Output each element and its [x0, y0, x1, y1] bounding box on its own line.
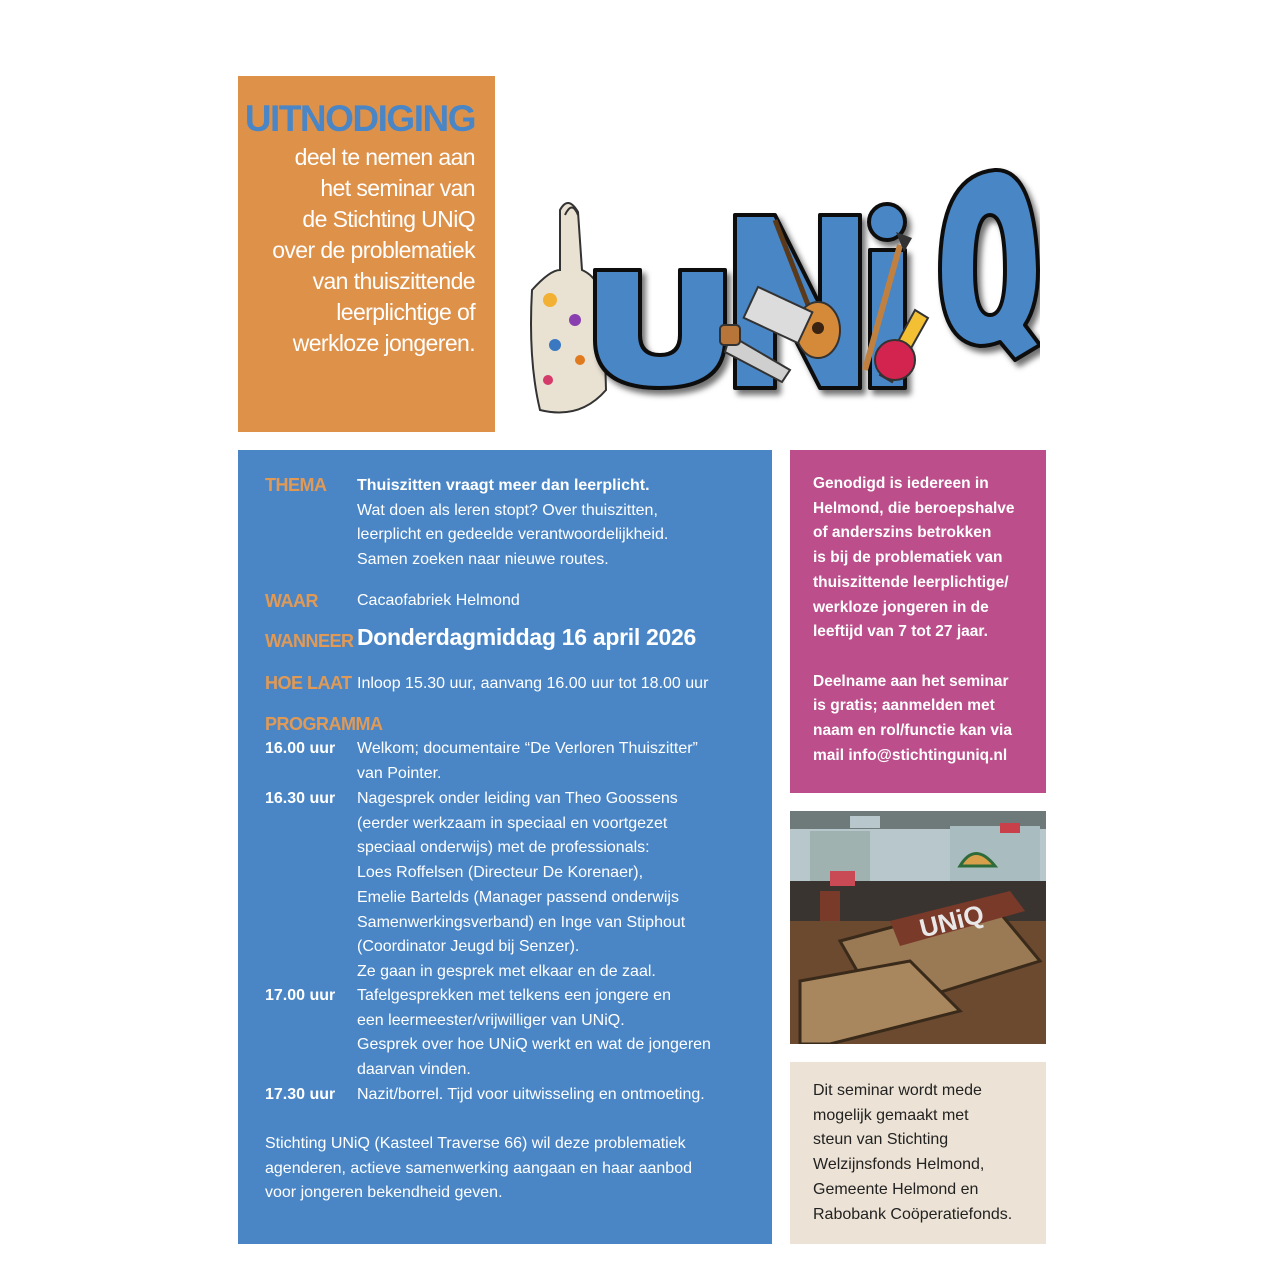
program-line: Samenwerkingsverband) en Inge van Stiphout: [357, 913, 686, 931]
thema-line: leerplicht en gedeelde verantwoordelijkheid.: [357, 526, 669, 544]
wanneer-label: WANNEER: [265, 631, 354, 651]
waar-label: WAAR: [265, 591, 318, 611]
registration-line: Deelname aan het seminar: [813, 672, 1009, 690]
sponsors-box: [790, 1062, 1046, 1244]
invitees-line: werkloze jongeren in de: [813, 598, 989, 616]
thema-line: Samen zoeken naar nieuwe routes.: [357, 551, 609, 569]
invitees-line: of anderszins betrokken: [813, 524, 992, 542]
registration-line: naam en rol/functie kan via: [813, 722, 1012, 740]
workshop-photo: [790, 811, 1046, 1044]
program-line: Tafelgesprekken met telkens een jongere en: [357, 987, 671, 1004]
programma-label: PROGRAMMA: [265, 714, 383, 734]
invitation-title: UITNODIGING: [244, 98, 475, 139]
sponsors-line: steun van Stichting: [813, 1131, 949, 1149]
program-time: 16.00 uur: [265, 740, 336, 757]
invitation-line: het seminar van: [320, 175, 475, 201]
program-time: 17.00 uur: [265, 987, 336, 1004]
svg-text:UNiQ: UNiQ: [916, 898, 987, 944]
sponsors-line: Welzijnsfonds Helmond,: [813, 1156, 985, 1174]
invitation-box: [238, 76, 495, 432]
closing-line: agenderen, actieve samenwerking aangaan en haar aanbod: [265, 1159, 692, 1177]
closing-text: [265, 1132, 755, 1206]
program-line: Loes Roffelsen (Directeur De Korenaer),: [357, 864, 644, 882]
waar-value: Cacaofabriek Helmond: [357, 592, 520, 609]
program-line: Nazit/borrel. Tijd voor uitwisseling en ontmoeting.: [357, 1086, 705, 1103]
invitees-line: is bij de problematiek van: [813, 549, 1003, 567]
program-line: (Coordinator Jeugd bij Senzer).: [357, 938, 580, 956]
invitees-line: leeftijd van 7 tot 27 jaar.: [813, 623, 988, 641]
program-time: 17.30 uur: [265, 1086, 336, 1103]
registration-line: mail info@stichtinguniq.nl: [813, 746, 1008, 764]
invitees-line: thuiszittende leerplichtige/: [813, 573, 1009, 591]
hoelaat-label: HOE LAAT: [265, 673, 352, 693]
invitation-line: de Stichting UNiQ: [302, 206, 475, 232]
program-line: (eerder werkzaam in speciaal en voortgezet: [357, 814, 668, 832]
wanneer-value: Donderdagmiddag 16 april 2026: [357, 624, 696, 650]
invitees-box: [790, 450, 1046, 793]
invitation-line: over de problematiek: [272, 237, 475, 263]
program-line: Nagesprek onder leiding van Theo Goossens: [357, 790, 678, 807]
program-line: Gesprek over hoe UNiQ werkt en wat de jongeren: [357, 1036, 711, 1054]
thema-title: Thuiszitten vraagt meer dan leerplicht.: [357, 477, 650, 494]
registration-line: is gratis; aanmelden met: [813, 697, 995, 715]
yarn-icon: [875, 340, 915, 380]
program-box: [238, 450, 772, 1244]
program-item: [357, 1083, 705, 1108]
program-line: Ze gaan in gesprek met elkaar en de zaal.: [357, 962, 656, 980]
sponsors-line: Gemeente Helmond en: [813, 1180, 979, 1198]
thema-line: Wat doen als leren stopt? Over thuiszitten,: [357, 501, 658, 519]
program-item: [357, 737, 698, 786]
program-line: daarvan vinden.: [357, 1061, 471, 1079]
program-line: Welkom; documentaire “De Verloren Thuiszitter”: [357, 740, 698, 757]
program-item: [357, 787, 685, 985]
invitees-line: Genodigd is iedereen in: [813, 475, 989, 492]
program-time: 16.30 uur: [265, 790, 336, 807]
invitees-line: Helmond, die beroepshalve: [813, 499, 1015, 517]
sponsors-line: mogelijk gemaakt met: [813, 1106, 969, 1124]
uniq-logo: [520, 120, 1040, 420]
closing-line: voor jongeren bekendheid geven.: [265, 1184, 503, 1202]
sponsors-line: Rabobank Coöperatiefonds.: [813, 1205, 1013, 1223]
program-item: [357, 984, 711, 1083]
thema-text: [357, 474, 668, 573]
program-line: speciaal onderwijs) met de professionals:: [357, 839, 650, 857]
invitation-line: werkloze jongeren.: [292, 330, 475, 356]
program-line: Emelie Bartelds (Manager passend onderwijs: [357, 888, 679, 906]
hoelaat-value: Inloop 15.30 uur, aanvang 16.00 uur tot 18.00 uur: [357, 675, 709, 692]
thema-label: THEMA: [265, 475, 327, 495]
program-line: een leermeester/vrijwilliger van UNiQ.: [357, 1011, 625, 1029]
invitation-line: van thuiszittende: [312, 268, 475, 294]
closing-line: Stichting UNiQ (Kasteel Traverse 66) wil deze problematiek: [265, 1135, 686, 1152]
sponsors-line: Dit seminar wordt mede: [813, 1082, 982, 1099]
invitation-line: deel te nemen aan: [294, 144, 475, 170]
program-line: van Pointer.: [357, 764, 442, 782]
invitation-line: leerplichtige of: [336, 299, 475, 325]
